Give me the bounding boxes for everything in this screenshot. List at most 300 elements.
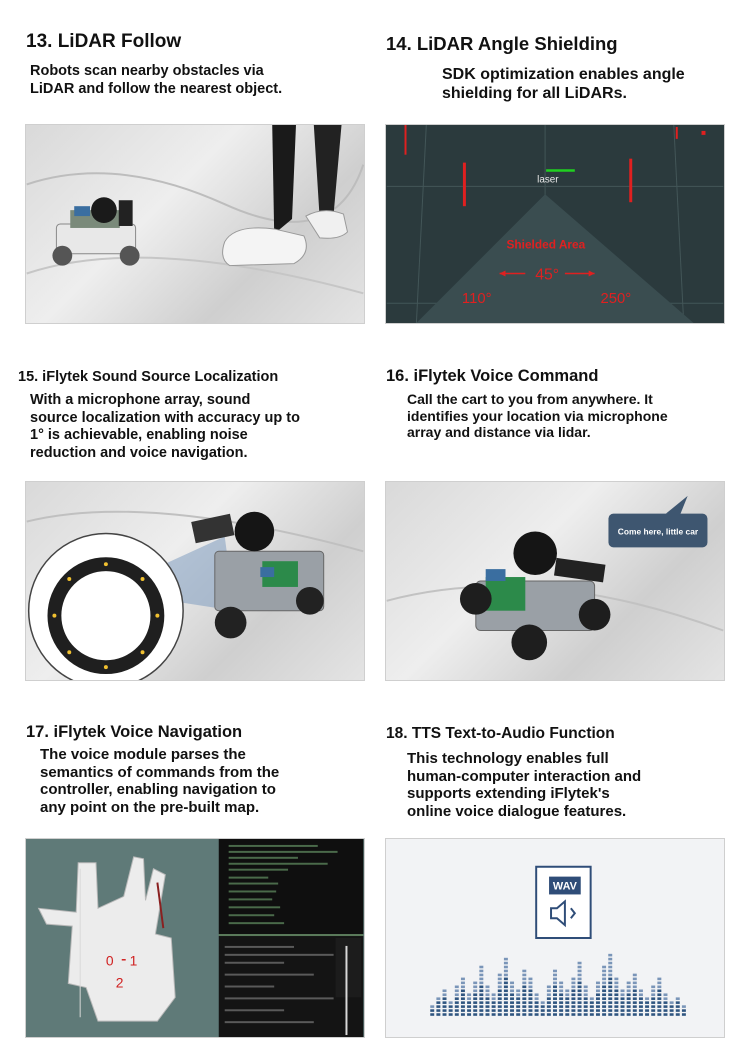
waveform-segment [633, 1009, 637, 1012]
waveform-segment [590, 1013, 594, 1016]
waveform-segment [479, 974, 483, 977]
waveform-segment [467, 1005, 471, 1008]
waveform-segment [559, 1005, 563, 1008]
waveform-segment [486, 993, 490, 996]
waveform-segment [553, 993, 557, 996]
waveform-segment [596, 993, 600, 996]
desc-line: controller, enabling navigation to [40, 781, 276, 798]
waveform-segment [584, 986, 588, 989]
waveform-segment [578, 970, 582, 973]
waveform-segment [614, 993, 618, 996]
waveform-segment [492, 993, 496, 996]
desc-line: supports extending iFlytek's [407, 785, 610, 802]
lidar-shielding-image [385, 124, 725, 324]
waveform-segment [596, 1013, 600, 1016]
waveform-segment [645, 1005, 649, 1008]
waveform-segment [443, 1001, 447, 1004]
waveform-segment [571, 1005, 575, 1008]
waveform-segment [479, 993, 483, 996]
section-15-title: 15. iFlytek Sound Source Localization [18, 369, 279, 385]
waveform-segment [657, 982, 661, 985]
waveform-segment [559, 989, 563, 992]
desc-line: Call the cart to you from anywhere. It [407, 391, 653, 407]
waveform-segment [528, 986, 532, 989]
section-14-title: 14. LiDAR Angle Shielding [386, 33, 618, 54]
waveform-segment [571, 1009, 575, 1012]
waveform-segment [504, 993, 508, 996]
waveform-segment [657, 978, 661, 981]
waveform-segment [633, 982, 637, 985]
waveform-segment [664, 997, 668, 1000]
voice-navigation-image [25, 838, 365, 1038]
waveform-segment [664, 1009, 668, 1012]
waveform-segment [602, 982, 606, 985]
waveform-segment [621, 1013, 625, 1016]
speech-bubble [608, 496, 707, 547]
waveform-segment [670, 1005, 674, 1008]
waveform-segment [547, 1001, 551, 1004]
waveform-segment [522, 970, 526, 973]
waveform-segment [528, 978, 532, 981]
waveform-segment [430, 1009, 434, 1012]
waveform-segment [608, 997, 612, 1000]
waveform-segment [627, 1013, 631, 1016]
waveform-segment [498, 986, 502, 989]
waveform-segment [486, 1009, 490, 1012]
waveform-segment [498, 982, 502, 985]
waveform-segment [578, 1001, 582, 1004]
wav-file-icon [536, 867, 590, 938]
waveform-segment [608, 970, 612, 973]
waveform-segment [602, 1013, 606, 1016]
waveform-segment [510, 997, 514, 1000]
waveform-segment [479, 997, 483, 1000]
waveform-segment [633, 1005, 637, 1008]
waveform-segment [547, 1013, 551, 1016]
waveform-segment [430, 1005, 434, 1008]
waveform-segment [651, 1009, 655, 1012]
waveform-segment [522, 1013, 526, 1016]
waveform-segment [571, 982, 575, 985]
waveform-segment [516, 989, 520, 992]
waveform-segment [651, 993, 655, 996]
waveform-segment [578, 986, 582, 989]
waveform-segment [449, 1001, 453, 1004]
waveform-segment [528, 1005, 532, 1008]
section-17-desc [40, 746, 360, 816]
waveform-segment [498, 974, 502, 977]
waveform-segment [553, 970, 557, 973]
waveform-segment [584, 1001, 588, 1004]
desc-line: LiDAR and follow the nearest object. [30, 80, 283, 97]
waveform-segment [522, 978, 526, 981]
waveform-segment [639, 1005, 643, 1008]
waveform-segment [528, 1013, 532, 1016]
waveform-segment [455, 997, 459, 1000]
waveform-segment [522, 986, 526, 989]
waveform-segment [473, 1013, 477, 1016]
waveform-segment [528, 1009, 532, 1012]
waveform-segment [535, 1001, 539, 1004]
waveform-segment [443, 1013, 447, 1016]
waveform-segment [633, 974, 637, 977]
waveform-segment [602, 1005, 606, 1008]
waveform-segment [565, 1005, 569, 1008]
waveform-segment [498, 1005, 502, 1008]
waveform-segment [651, 986, 655, 989]
waveform-segment [486, 997, 490, 1000]
waveform-segment [504, 966, 508, 969]
waveform-segment [461, 1001, 465, 1004]
waveform-segment [639, 993, 643, 996]
waveform-segment [467, 993, 471, 996]
waveform-segment [657, 997, 661, 1000]
waveform-segment [614, 1013, 618, 1016]
waveform-segment [651, 1005, 655, 1008]
waveform-segment [528, 997, 532, 1000]
waveform-segment [547, 1005, 551, 1008]
waveform-segment [676, 1005, 680, 1008]
waveform-segment [608, 974, 612, 977]
waveform-segment [522, 993, 526, 996]
waveform-segment [535, 993, 539, 996]
waveform-segment [571, 993, 575, 996]
right-angle-label: 250° [600, 291, 632, 308]
waveform-segment [584, 1013, 588, 1016]
waveform-segment [461, 1009, 465, 1012]
waveform-segment [657, 1009, 661, 1012]
waveform-segment [486, 1001, 490, 1004]
waveform-segment [602, 974, 606, 977]
waveform-segment [608, 1009, 612, 1012]
waveform-segment [651, 1001, 655, 1004]
waveform-segment [498, 993, 502, 996]
waveform-segment [664, 1005, 668, 1008]
waveform-segment [522, 997, 526, 1000]
waveform-segment [473, 989, 477, 992]
waveform-segment [578, 974, 582, 977]
waveform-segment [553, 989, 557, 992]
waveform-segment [541, 1001, 545, 1004]
waveform-segment [504, 982, 508, 985]
section-15-desc [30, 392, 350, 462]
waveform-segment [639, 1013, 643, 1016]
waveform-segment [608, 978, 612, 981]
waveform-segment [516, 1001, 520, 1004]
waveform-segment [461, 982, 465, 985]
waveform-segment [657, 1013, 661, 1016]
waveform-segment [486, 986, 490, 989]
waveform-segment [621, 993, 625, 996]
waveform-segment [614, 1005, 618, 1008]
waveform-segment [486, 1013, 490, 1016]
waveform-segment [602, 970, 606, 973]
waveform-segment [578, 993, 582, 996]
waveform-segment [479, 982, 483, 985]
desc-line: semantics of commands from the [40, 763, 280, 781]
waveform-segment [614, 997, 618, 1000]
shielded-area-label: Shielded Area [506, 237, 586, 252]
waveform-segment [571, 1013, 575, 1016]
waveform-segment [504, 978, 508, 981]
waveform-segment [639, 1001, 643, 1004]
waveform-segment [602, 966, 606, 969]
waveform-segment [621, 1009, 625, 1012]
waveform-segment [584, 1009, 588, 1012]
waveform-segment [516, 1009, 520, 1012]
waveform-segment [492, 1009, 496, 1012]
waveform-segment [578, 962, 582, 965]
waveform-segment [522, 1005, 526, 1008]
waveform-segment [436, 1005, 440, 1008]
waveform-segment [461, 997, 465, 1000]
waveform-segment [510, 989, 514, 992]
desc-line: human-computer interaction and [407, 767, 642, 785]
waveform-segment [614, 1009, 618, 1012]
waveform-segment [516, 997, 520, 1000]
waveform-segment [627, 986, 631, 989]
waveform-segment [449, 1013, 453, 1016]
waveform-segment [522, 974, 526, 977]
waveform-segment [602, 997, 606, 1000]
waveform-segment [639, 997, 643, 1000]
waveform-segment [443, 989, 447, 992]
waveform-segment [455, 1001, 459, 1004]
waveform-segment [492, 1001, 496, 1004]
desc-line: source localization with accuracy up to [30, 409, 300, 426]
desc-line: Robots scan nearby obstacles via [30, 63, 264, 79]
waveform-segment [498, 989, 502, 992]
waveform-segment [571, 989, 575, 992]
waveform-segment [510, 986, 514, 989]
waveform-segment [608, 1013, 612, 1016]
laser-label: laser [537, 174, 559, 186]
waveform-segment [504, 1009, 508, 1012]
waveform-segment [657, 1001, 661, 1004]
waveform-segment [455, 993, 459, 996]
waveform-segment [516, 993, 520, 996]
waveform-segment [504, 974, 508, 977]
desc-line: reduction and voice navigation. [30, 444, 248, 461]
waveform-segment [578, 978, 582, 981]
waveform-segment [565, 997, 569, 1000]
waveform-segment [498, 997, 502, 1000]
map-marker-2: 2 [115, 974, 124, 991]
waveform-segment [602, 986, 606, 989]
waveform-segment [608, 962, 612, 965]
navigation-map [39, 857, 176, 1021]
waveform-segment [578, 982, 582, 985]
waveform-segment [559, 997, 563, 1000]
waveform-segment [455, 986, 459, 989]
waveform-segment [479, 986, 483, 989]
waveform-segment [645, 1013, 649, 1016]
waveform-segment [461, 1013, 465, 1016]
waveform-segment [621, 1001, 625, 1004]
waveform-segment [473, 1009, 477, 1012]
section-16-desc [407, 391, 727, 441]
section-16-title: 16. iFlytek Voice Command [386, 367, 599, 385]
waveform-segment [590, 1009, 594, 1012]
waveform-segment [639, 989, 643, 992]
waveform-segment [571, 1001, 575, 1004]
waveform-segment [571, 978, 575, 981]
waveform-segment [553, 978, 557, 981]
waveform-segment [651, 997, 655, 1000]
waveform-segment [479, 1005, 483, 1008]
waveform-segment [436, 1001, 440, 1004]
waveform-segment [504, 1001, 508, 1004]
waveform-segment [565, 989, 569, 992]
waveform-segment [504, 986, 508, 989]
waveform-segment [553, 1001, 557, 1004]
waveform-segment [596, 997, 600, 1000]
waveform-segment [627, 993, 631, 996]
waveform-segment [473, 1001, 477, 1004]
waveform-segment [443, 993, 447, 996]
waveform-segment [553, 982, 557, 985]
waveform-segment [553, 1009, 557, 1012]
waveform-segment [535, 997, 539, 1000]
map-marker-0: 0 [105, 952, 114, 969]
waveform-segment [504, 1013, 508, 1016]
waveform-segment [510, 982, 514, 985]
waveform-segment [651, 1013, 655, 1016]
waveform-segment [627, 997, 631, 1000]
left-angle-label: 110° [461, 291, 492, 308]
voice-command-image [385, 481, 725, 681]
waveform-segment [553, 1013, 557, 1016]
waveform-segment [614, 986, 618, 989]
waveform-segment [541, 1013, 545, 1016]
waveform-segment [461, 989, 465, 992]
waveform-segment [608, 966, 612, 969]
waveform-segment [559, 982, 563, 985]
waveform-segment [627, 1009, 631, 1012]
waveform-segment [578, 1013, 582, 1016]
waveform-segment [479, 1013, 483, 1016]
waveform-segment [473, 997, 477, 1000]
waveform-segment [547, 986, 551, 989]
waveform-segment [455, 1013, 459, 1016]
waveform-segment [602, 993, 606, 996]
waveform-segment [535, 1013, 539, 1016]
waveform-segment [547, 993, 551, 996]
waveform-segment [596, 986, 600, 989]
waveform-segment [473, 993, 477, 996]
waveform-segment [547, 1009, 551, 1012]
desc-line: identifies your location via microphone [407, 407, 668, 424]
robot-car [52, 197, 139, 265]
waveform-segment [455, 989, 459, 992]
section-13-title: 13. LiDAR Follow [26, 31, 182, 52]
waveform-segment [621, 997, 625, 1000]
waveform-segment [504, 958, 508, 961]
waveform-segment [504, 962, 508, 965]
waveform-segment [516, 1005, 520, 1008]
waveform-segment [449, 1005, 453, 1008]
waveform-segment [559, 1013, 563, 1016]
desc-line: online voice dialogue features. [407, 802, 627, 820]
waveform-segment [657, 986, 661, 989]
waveform-segment [676, 1009, 680, 1012]
desc-line: This technology enables full [407, 750, 609, 767]
waveform-segment [461, 993, 465, 996]
desc-line: any point on the pre-built map. [40, 798, 260, 816]
waveform-segment [584, 993, 588, 996]
waveform-segment [590, 997, 594, 1000]
waveform-segment [590, 1005, 594, 1008]
section-13-desc [30, 63, 350, 98]
waveform-segment [528, 982, 532, 985]
waveform-segment [565, 1013, 569, 1016]
terminal-panels [219, 839, 364, 1037]
waveform-segment [455, 1005, 459, 1008]
waveform-segment [578, 1005, 582, 1008]
waveform-segment [467, 1013, 471, 1016]
waveform-segment [467, 1009, 471, 1012]
waveform-segment [498, 1013, 502, 1016]
waveform-segment [473, 982, 477, 985]
desc-line: 1° is achievable, enabling noise [30, 427, 248, 443]
waveform-segment [547, 997, 551, 1000]
waveform-segment [682, 1009, 686, 1012]
wav-label: WAV [552, 880, 577, 893]
waveform-segment [541, 1009, 545, 1012]
waveform-segment [510, 1009, 514, 1012]
waveform-segment [633, 986, 637, 989]
waveform-segment [627, 982, 631, 985]
waveform-segment [670, 1001, 674, 1004]
section-14-desc [442, 65, 742, 103]
waveform-segment [510, 1001, 514, 1004]
waveform-segment [461, 1005, 465, 1008]
waveform-segment [443, 997, 447, 1000]
desc-line: array and distance via lidar. [407, 424, 591, 440]
waveform-segment [559, 1001, 563, 1004]
waveform-segment [657, 1005, 661, 1008]
waveform-segment [676, 997, 680, 1000]
waveform-segment [547, 989, 551, 992]
waveform-segment [614, 978, 618, 981]
waveform-segment [528, 989, 532, 992]
lidar-points [405, 125, 706, 206]
waveform-segment [670, 1009, 674, 1012]
waveform-segment [602, 978, 606, 981]
bubble-text: Come here, little car [617, 526, 699, 537]
waveform-segment [565, 1009, 569, 1012]
waveform-segment [461, 978, 465, 981]
audio-waveform [430, 954, 686, 1016]
waveform-segment [510, 993, 514, 996]
waveform-segment [559, 986, 563, 989]
waveform-segment [528, 1001, 532, 1004]
waveform-segment [590, 1001, 594, 1004]
waveform-segment [633, 993, 637, 996]
section-17-title: 17. iFlytek Voice Navigation [26, 723, 243, 741]
waveform-segment [596, 989, 600, 992]
waveform-segment [479, 978, 483, 981]
waveform-segment [621, 989, 625, 992]
waveform-segment [559, 1009, 563, 1012]
waveform-segment [504, 1005, 508, 1008]
waveform-segment [498, 1001, 502, 1004]
waveform-segment [522, 1001, 526, 1004]
waveform-segment [553, 1005, 557, 1008]
waveform-segment [436, 997, 440, 1000]
waveform-segment [633, 997, 637, 1000]
waveform-segment [596, 1005, 600, 1008]
